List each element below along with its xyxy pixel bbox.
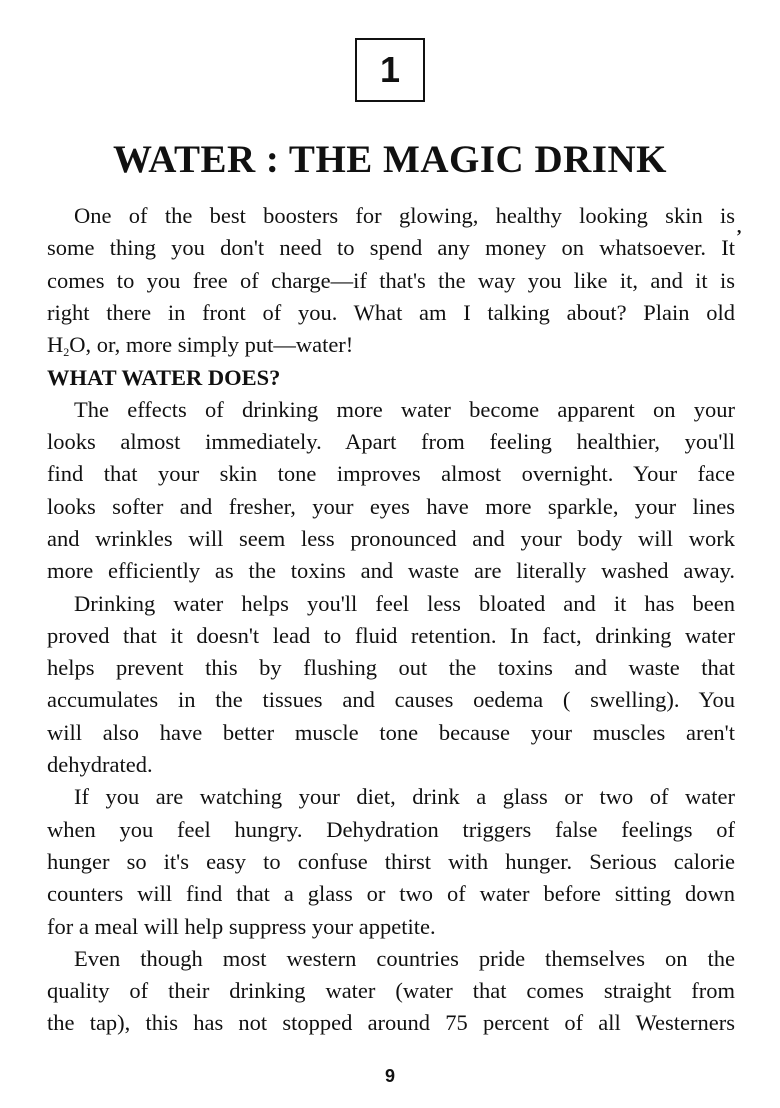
- text-line: some thing you don't need to spend any money on whatsoever. It: [47, 235, 735, 261]
- paragraph-effects: [47, 394, 735, 588]
- text-line: hunger so it's easy to confuse thirst with hunger. Serious calorie: [47, 848, 735, 874]
- text-line: dehydrated.: [47, 752, 153, 778]
- text-line: and wrinkles will seem less pronounced and your body will work: [47, 525, 735, 551]
- chapter-body: [47, 200, 735, 1040]
- chapter-number: 1: [379, 49, 401, 90]
- paragraph-bloating: [47, 588, 735, 782]
- paragraph-diet: [47, 781, 735, 942]
- text-line: counters will find that a glass or two of water before sitting down: [47, 881, 735, 907]
- chapter-number-box: [355, 38, 425, 102]
- chapter-title: WATER : THE MAGIC DRINK: [113, 138, 667, 181]
- text-line: quality of their drinking water (water that comes straight from: [47, 978, 735, 1004]
- text-line: right there in front of you. What am I talking about? Plain old: [47, 299, 735, 325]
- section-heading: WHAT WATER DOES?: [47, 365, 281, 391]
- text-line: looks softer and fresher, your eyes have more sparkle, your lines: [47, 493, 735, 519]
- text-line: find that your skin tone improves almost overnight. Your face: [47, 461, 735, 487]
- text-line: [47, 329, 735, 361]
- text-line: comes to you free of charge—if that's the way you like it, and it is: [47, 267, 735, 293]
- formula-h: H: [47, 332, 64, 358]
- formula-rest: O, or, more simply put—water!: [69, 332, 354, 358]
- text-line: when you feel hungry. Dehydration triggers false feelings of: [47, 816, 735, 842]
- text-line: helps prevent this by flushing out the toxins and waste that: [47, 655, 735, 681]
- text-line: If you are watching your diet, drink a glass or two of water: [74, 784, 735, 810]
- text-line: The effects of drinking more water become apparent on your: [74, 396, 735, 422]
- text-line: the tap), this has not stopped around 75 percent of all Westerners: [47, 1010, 735, 1036]
- text-line: One of the best boosters for glowing, healthy looking skin is: [74, 203, 735, 228]
- text-line: Even though most western countries pride themselves on the: [74, 945, 735, 971]
- intro-paragraph: [47, 200, 735, 361]
- text-line: will also have better muscle tone because your muscles aren't: [47, 719, 735, 745]
- text-line: looks almost immediately. Apart from feeling healthier, you'll: [47, 429, 735, 455]
- text-line: for a meal will help suppress your appetite.: [47, 913, 436, 939]
- paragraph-western-water: [47, 943, 735, 1040]
- text-line: proved that it doesn't lead to fluid retention. In fact, drinking water: [47, 622, 735, 648]
- text-line: more efficiently as the toxins and waste are literally washed away.: [47, 558, 735, 584]
- page-number: 9: [384, 1066, 395, 1086]
- text-line: Drinking water helps you'll feel less bloated and it has been: [74, 590, 735, 616]
- formula-subscript: 2: [63, 345, 70, 360]
- text-line: accumulates in the tissues and causes oedema ( swelling). You: [47, 687, 735, 713]
- stray-print-mark: ʼ: [736, 226, 742, 246]
